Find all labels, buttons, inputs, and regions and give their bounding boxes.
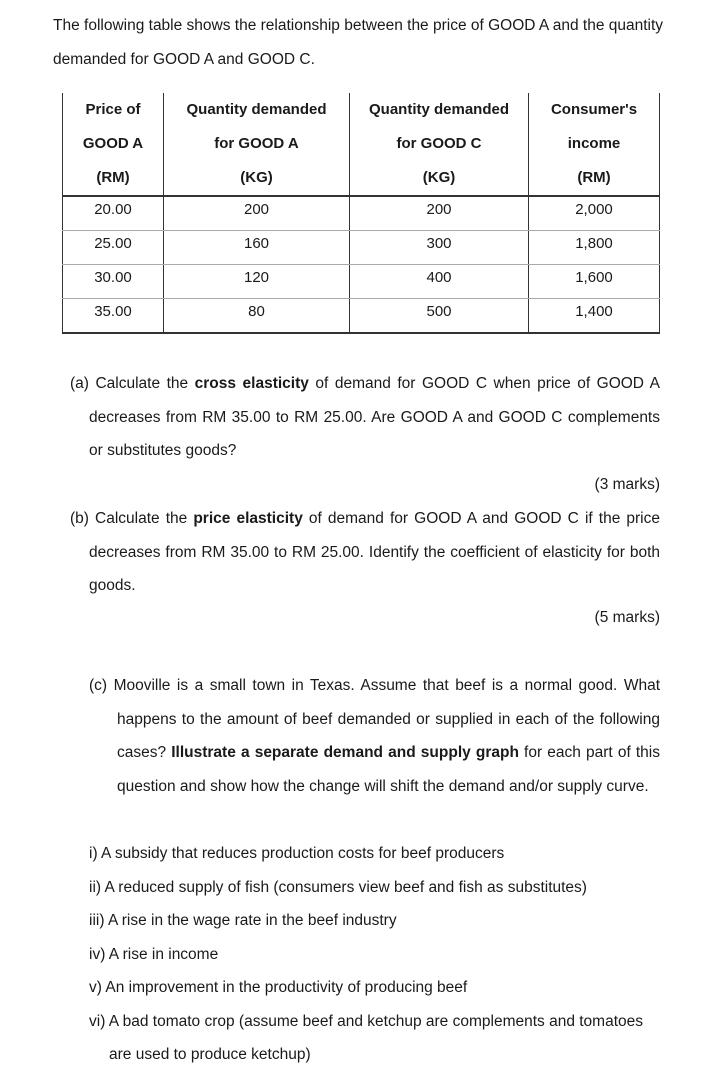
table-row [63,231,660,265]
col-header: Consumer's income (RM) [529,93,660,196]
cell: 200 [350,196,529,231]
case-list [89,837,649,1072]
cell: 120 [164,265,350,299]
table-row [63,265,660,299]
table-row [63,196,660,231]
cell: 200 [164,196,350,231]
cell: 300 [350,231,529,265]
col-header: Quantity demanded for GOOD A (KG) [164,93,350,196]
list-item: v) An improvement in the productivity of producing beef [89,979,468,996]
cell: 1,800 [529,231,660,265]
cell: 20.00 [63,196,164,231]
table-row [63,299,660,334]
cell: 25.00 [63,231,164,265]
cell: 35.00 [63,299,164,334]
intro-text: The following table shows the relationship between the price of GOOD A and the quantity demanded for GOOD A and GOOD C. [53,17,664,68]
cell: 400 [350,265,529,299]
cell: 1,600 [529,265,660,299]
marks-a: (3 marks) [594,476,660,493]
question-c: (c) Mooville is a small town in Texas. Assume that beef is a normal good. What happens to the amount of beef demanded or supplied in each of the following cases? Illustrate a separate demand and supply graph for each part of this question and show how the change will shift the demand and/or supply curve. [89,677,660,795]
col-header: Price of GOOD A (RM) [63,93,164,196]
cell: 30.00 [63,265,164,299]
col-header: Quantity demanded for GOOD C (KG) [350,93,529,196]
list-item: vi) A bad tomato crop (assume beef and ketchup are complements and tomatoes are used to produce ketchup) [89,1012,644,1063]
cell: 80 [164,299,350,334]
cell: 160 [164,231,350,265]
list-item: i) A subsidy that reduces production costs for beef producers [89,845,505,862]
cell: 1,400 [529,299,660,334]
table-header-row [63,93,660,196]
cell: 2,000 [529,196,660,231]
question-a: (a) Calculate the cross elasticity of demand for GOOD C when price of GOOD A decreases from RM 35.00 to RM 25.00. Are GOOD A and GOOD C complements or substitutes goods? [70,375,661,459]
marks-b: (5 marks) [594,609,660,626]
list-item: ii) A reduced supply of fish (consumers view beef and fish as substitutes) [89,878,587,896]
list-item: iv) A rise in income [89,945,219,963]
list-item: iii) A rise in the wage rate in the beef industry [89,912,397,929]
cell: 500 [350,299,529,334]
question-b: (b) Calculate the price elasticity of demand for GOOD A and GOOD C if the price decreases from RM 35.00 to RM 25.00. Identify the coefficient of elasticity for both goods. [70,510,660,594]
data-table [62,93,660,334]
